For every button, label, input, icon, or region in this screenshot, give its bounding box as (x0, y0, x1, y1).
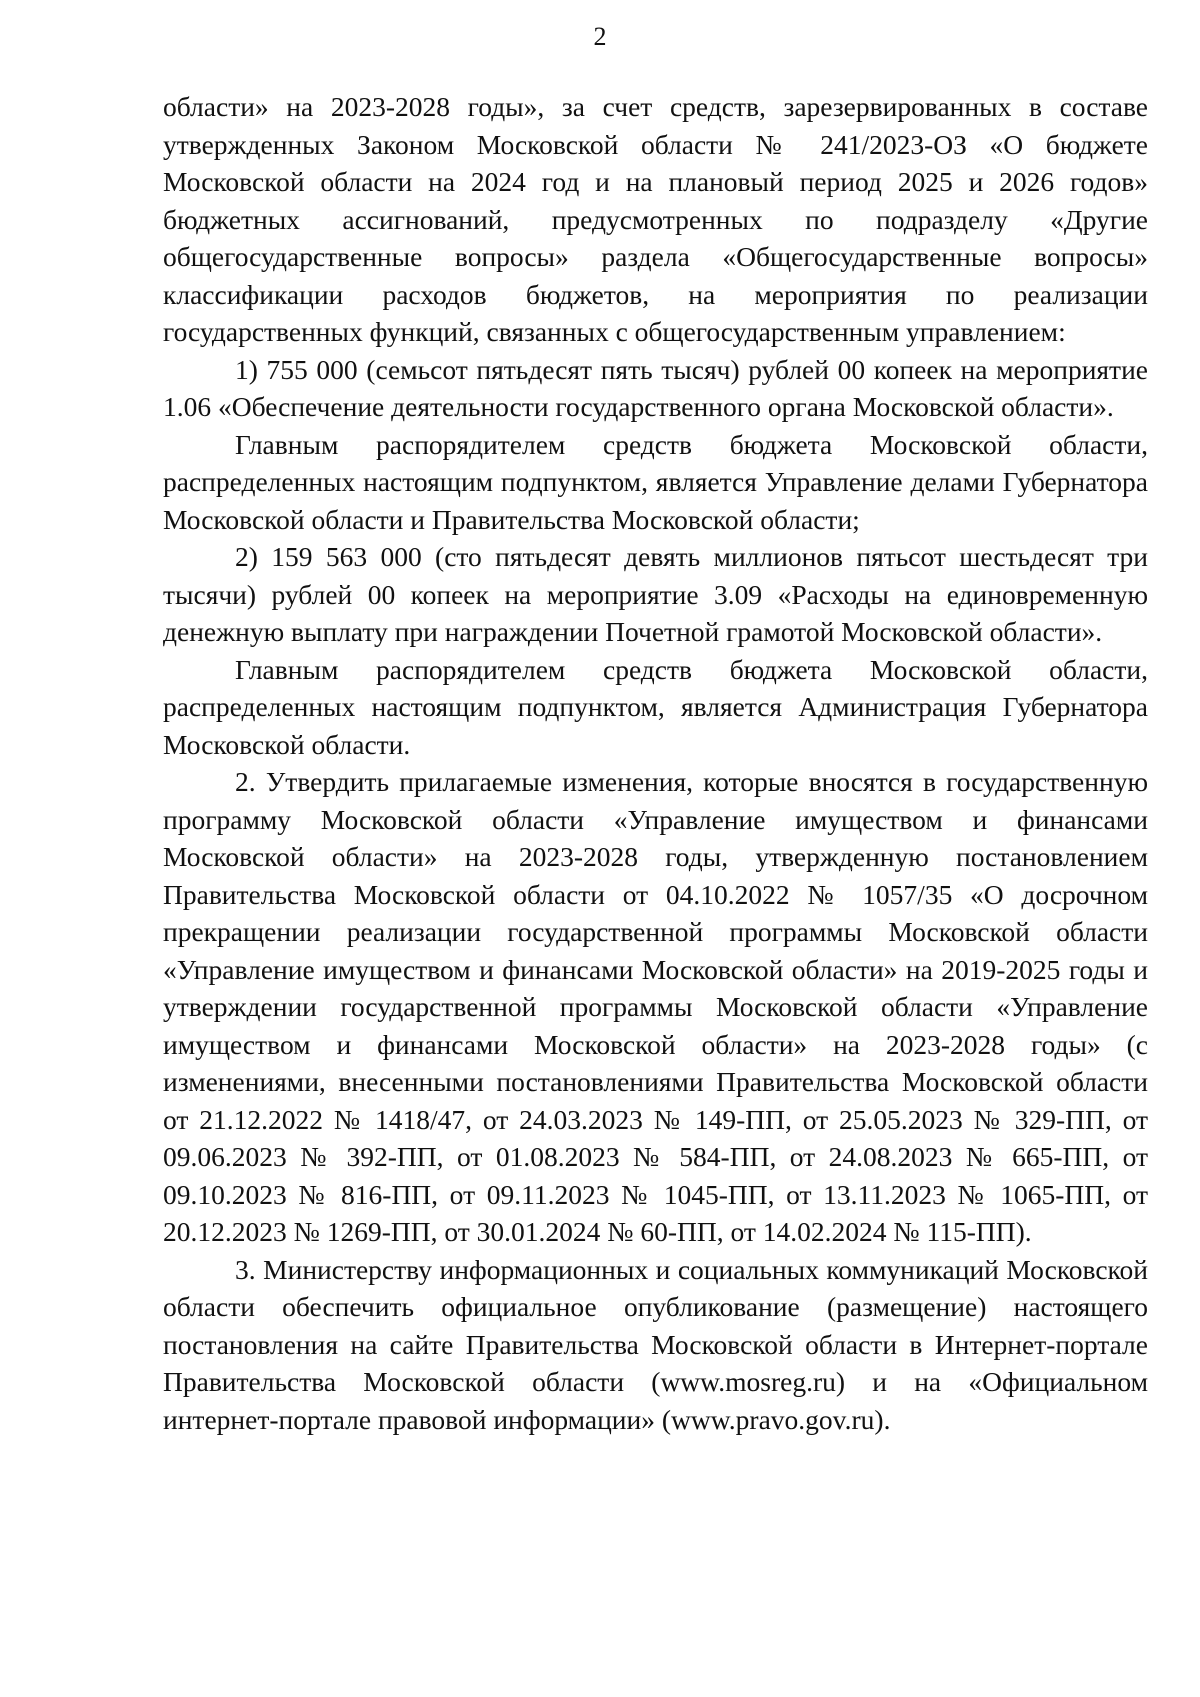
paragraph-item-1-administrator: Главным распорядителем средств бюджета Московской области, распределенных настоящим подпунктом, является Управление делами Губернатора Московской области и Правительства Московской области; (163, 428, 1148, 535)
paragraph-item-2: 2) 159 563 000 (сто пятьдесят девять миллионов пятьсот шестьдесят три тысячи) рублей 00 копеек на мероприятие 3.09 «Расходы на единовременную денежную выплату при награждении Почетной грамотой Московской области». (163, 541, 1148, 647)
paragraph-clause-3: 3. Министерству информационных и социальных коммуникаций Московской области обеспечить официальное опубликование (размещение) настоящего постановления на сайте Правительства Московской области в Интернет-портале Правительства Московской области (www.mosreg.ru) и на «Официальном интернет-портале правовой информации» (www.pravo.gov.ru). (163, 1253, 1148, 1435)
paragraph-item-2-administrator: Главным распорядителем средств бюджета Московской области, распределенных настоящим подпунктом, является Администрация Губернатора Московской области. (163, 653, 1148, 760)
paragraph-item-1: 1) 755 000 (семьсот пятьдесят пять тысяч) рублей 00 копеек на мероприятие 1.06 «Обеспечение деятельности государственного органа Московской области». (163, 353, 1148, 422)
page-number: 2 (593, 22, 607, 51)
paragraph-funding-source: области» на 2023-2028 годы», за счет средств, зарезервированных в составе утвержденных Законом Московской области № 241/2023-ОЗ «О бюджете Московской области на 2024 год и на плановый период 2025 и 2026 годов» бюджетных ассигнований, предусмотренных по подразделу «Другие общегосударственные вопросы» раздела «Общегосударственные вопросы» классификации расходов бюджетов, на мероприятия по реализации государственных функций, связанных с общегосударственным управлением: (163, 91, 1148, 347)
document-body (163, 88, 1148, 1438)
paragraph-clause-2: 2. Утвердить прилагаемые изменения, которые вносятся в государственную программу Московской области «Управление имуществом и финансами Московской области» на 2023-2028 годы, утвержденную постановлением Правительства Московской области от 04.10.2022 № 1057/35 «О досрочном прекращении реализации государственной программы Московской области «Управление имуществом и финансами Московской области» на 2019-2025 годы и утверждении государственной программы Московской области «Управление имуществом и финансами Московской области» на 2023-2028 годы» (с изменениями, внесенными постановлениями Правительства Московской области от 21.12.2022 № 1418/47, от 24.03.2023 № 149-ПП, от 25.05.2023 № 329-ПП, от 09.06.2023 № 392-ПП, от 01.08.2023 № 584-ПП, от 24.08.2023 № 665-ПП, от 09.10.2023 № 816-ПП, от 09.11.2023 № 1045-ПП, от 13.11.2023 № 1065-ПП, от 20.12.2023 № 1269-ПП, от 30.01.2024 № 60-ПП, от 14.02.2024 № 115-ПП). (163, 766, 1148, 1247)
